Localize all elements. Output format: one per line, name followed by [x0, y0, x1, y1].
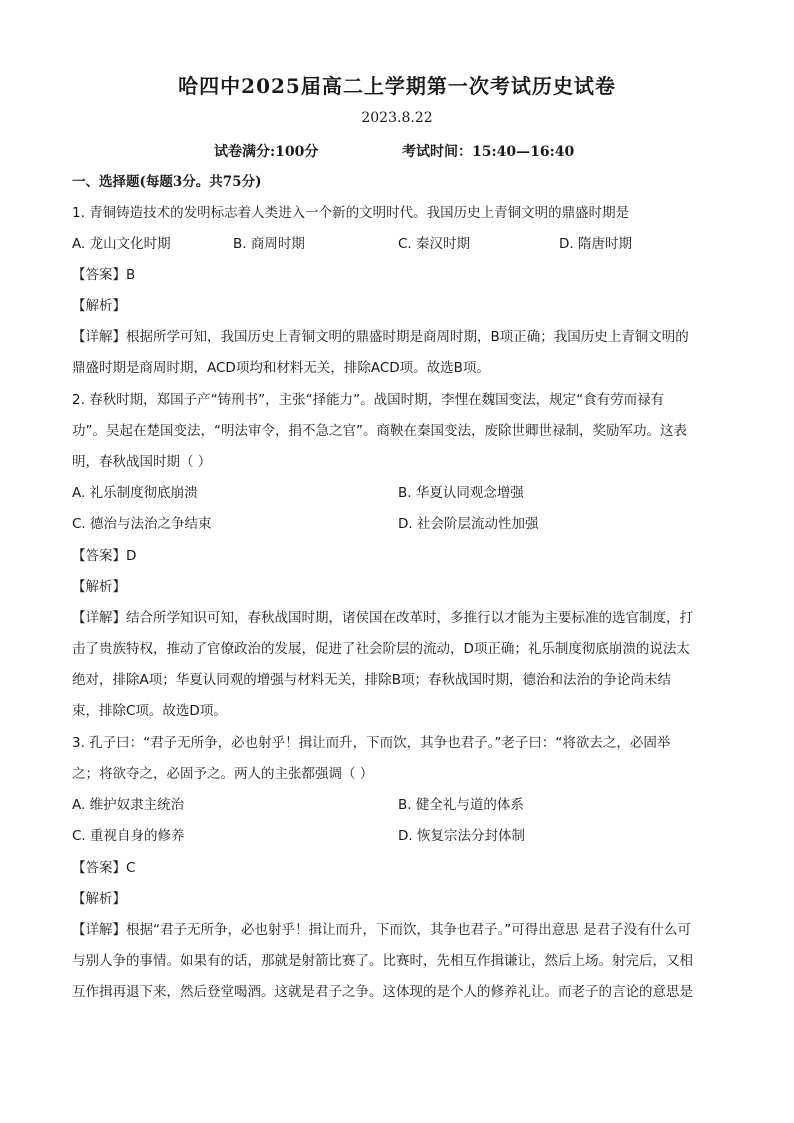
q2-stem-line: 功”。吴起在楚国变法，“明法审令，捐不急之官”。商鞅在秦国变法，废除世卿世禄制，奖励军功。这表 — [72, 423, 687, 439]
q2-analysis-label: 【解析】 — [72, 579, 126, 595]
full-score: 试卷满分:100分 — [214, 144, 319, 160]
q1-option-c: C. 秦汉时期 — [398, 236, 471, 252]
q2-stem-line: 明，春秋战国时期（ ） — [72, 454, 212, 470]
q3-answer: 【答案】C — [72, 860, 136, 876]
q3-option-c: C. 重视自身的修养 — [72, 828, 185, 844]
q3-detail-line: 【详解】根据“君子无所争，必也射乎！揖让而升，下而饮，其争也君子。”可得出意思 是君子没有什么可 — [72, 922, 692, 938]
q3-option-d: D. 恢复宗法分封体制 — [398, 828, 525, 844]
q1-detail-line: 鼎盛时期是商周时期，ACD项均和材料无关，排除ACD项。故选B项。 — [72, 360, 490, 376]
section-heading: 一、选择题(每题3分。共75分) — [72, 174, 262, 190]
q2-option-d: D. 社会阶层流动性加强 — [398, 516, 539, 532]
q2-stem-line: 2. 春秋时期，郑国子产“铸刑书”，主张“择能力”。战国时期，李悝在魏国变法，规定“食有劳而禄有 — [72, 392, 665, 408]
q1-detail-line: 【详解】根据所学可知，我国历史上青铜文明的鼎盛时期是商周时期，B项正确；我国历史上青铜文明的 — [72, 329, 689, 345]
q3-option-a: A. 维护奴隶主统治 — [72, 797, 185, 813]
q2-option-a: A. 礼乐制度彻底崩溃 — [72, 485, 198, 501]
q1-analysis-label: 【解析】 — [72, 298, 126, 314]
exam-time: 考试时间：15:40—16:40 — [402, 144, 575, 160]
q2-detail-line: 绝对，排除A项；华夏认同观的增强与材料无关，排除B项；春秋战国时期，德治和法治的争论尚未结 — [72, 672, 671, 688]
page-title: 哈四中2025届高二上学期第一次考试历史试卷 — [178, 74, 616, 98]
q1-option-b: B. 商周时期 — [233, 236, 305, 252]
q2-option-b: B. 华夏认同观念增强 — [398, 485, 524, 501]
q2-detail-line: 束，排除C项。故选D项。 — [72, 703, 227, 719]
q3-stem-line: 之；将欲夺之，必固予之。两人的主张都强调（ ） — [72, 766, 374, 782]
q2-detail-line: 【详解】结合所学知识可知，春秋战国时期，诸侯国在改革时，多推行以才能为主要标准的选官制度，打 — [72, 610, 693, 626]
exam-date: 2023.8.22 — [361, 110, 433, 126]
q2-detail-line: 击了贵族特权，推动了官僚政治的发展，促进了社会阶层的流动，D项正确；礼乐制度彻底崩溃的说法太 — [72, 641, 690, 657]
q1-option-a: A. 龙山文化时期 — [72, 236, 171, 252]
q1-option-d: D. 隋唐时期 — [559, 236, 632, 252]
q2-option-c: C. 德治与法治之争结束 — [72, 516, 212, 532]
q2-answer: 【答案】D — [72, 548, 137, 564]
q3-detail-line: 与别人争的事情。如果有的话，那就是射箭比赛了。比赛时，先相互作揖谦让，然后上场。射完后，又相 — [72, 953, 693, 969]
q3-option-b: B. 健全礼与道的体系 — [398, 797, 524, 813]
q3-detail-line: 互作揖再退下来，然后登堂喝酒。这就是君子之争。这体现的是个人的修养礼让。而老子的言论的意思是 — [72, 984, 693, 1000]
q1-answer: 【答案】B — [72, 267, 136, 283]
q3-analysis-label: 【解析】 — [72, 891, 126, 907]
q3-stem-line: 3. 孔子曰：“君子无所争，必也射乎！揖让而升，下而饮，其争也君子。”老子曰：“将欲去之，必固举 — [72, 735, 671, 751]
q1-stem: 1. 青铜铸造技术的发明标志着人类进入一个新的文明时代。我国历史上青铜文明的鼎盛时期是 — [72, 205, 630, 221]
